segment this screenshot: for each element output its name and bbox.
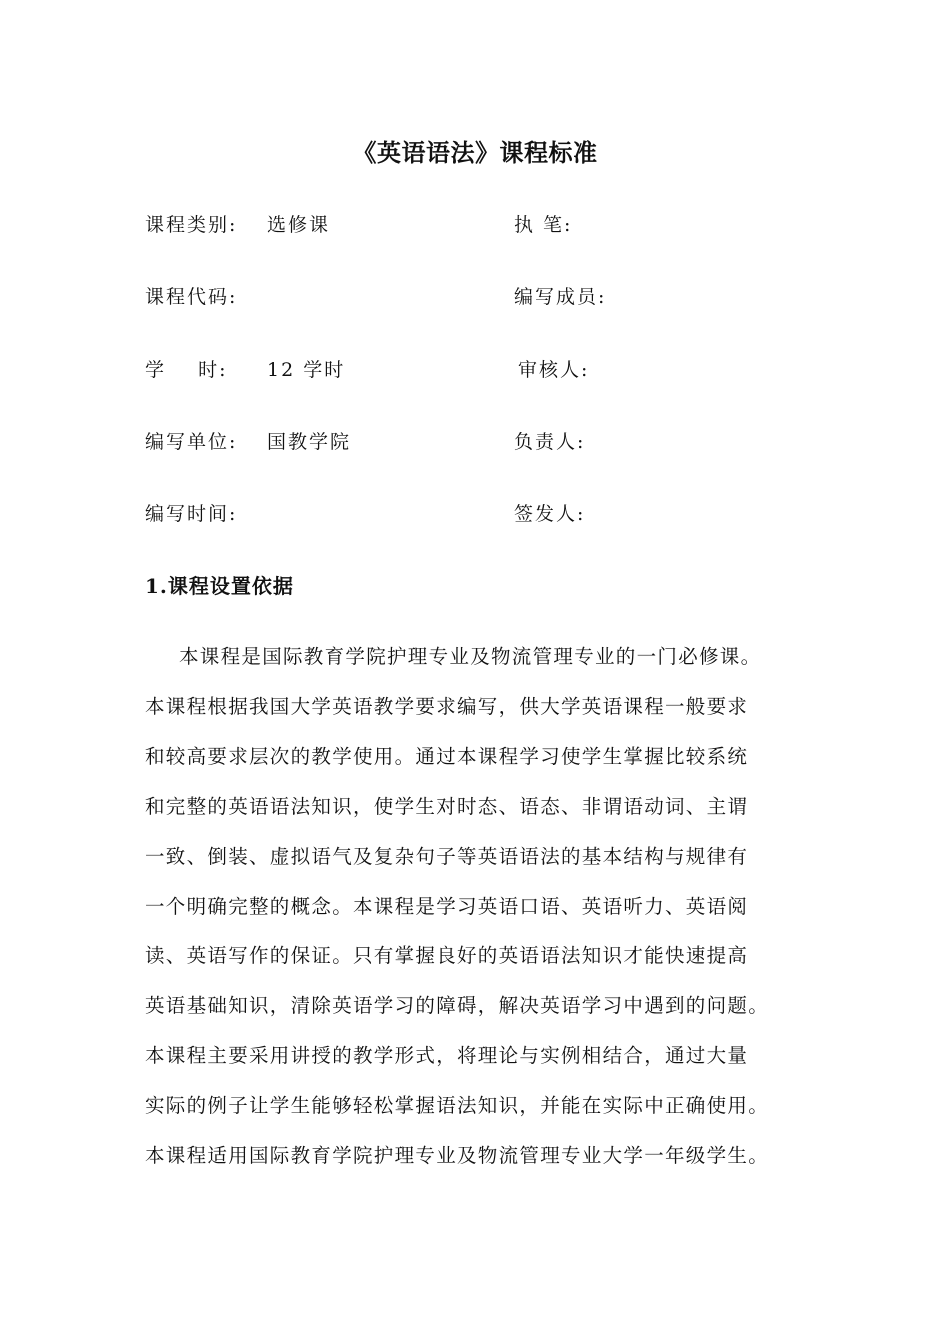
paragraph-line: 实际的例子让学生能够轻松掌握语法知识，并能在实际中正确使用。: [145, 1094, 770, 1118]
paragraph-line: 一致、倒装、虚拟语气及复杂句子等英语语法的基本结构与规律有: [145, 844, 749, 868]
document-title: 《英语语法》课程标准: [352, 138, 598, 167]
meta-row-hours: [0, 355, 950, 385]
issuer-label: 签发人:: [514, 503, 586, 525]
paragraph-line: 一个明确完整的概念。本课程是学习英语口语、英语听力、英语阅: [145, 894, 749, 918]
paragraph-line: 和较高要求层次的教学使用。通过本课程学习使学生掌握比较系统: [145, 744, 749, 768]
editors-label: 编写成员:: [514, 286, 607, 308]
paragraph-line: 和完整的英语语法知识，使学生对时态、语态、非谓语动词、主谓: [145, 794, 749, 818]
paragraph-line: 本课程主要采用讲授的教学形式，将理论与实例相结合，通过大量: [145, 1044, 749, 1068]
paragraph-line: 本课程是国际教育学院护理专业及物流管理专业的一门必修课。: [179, 645, 762, 668]
section-1-paragraph: [145, 632, 810, 1181]
unit-value: 国教学院: [267, 431, 352, 453]
meta-row-course-code: [0, 282, 950, 312]
course-type-value: 选修课: [267, 214, 331, 236]
paragraph-line: 读、英语写作的保证。只有掌握良好的英语语法知识才能快速提高: [145, 944, 749, 968]
unit-label: 编写单位:: [145, 431, 238, 453]
author-label: 执 笔:: [514, 214, 573, 236]
meta-row-course-type: [0, 210, 950, 240]
hours-value: 12 学时: [267, 359, 346, 381]
course-code-label: 课程代码:: [145, 286, 238, 308]
date-label: 编写时间:: [145, 503, 238, 525]
course-type-label: 课程类别:: [145, 214, 238, 236]
paragraph-line: 本课程适用国际教育学院护理专业及物流管理专业大学一年级学生。: [145, 1144, 770, 1168]
paragraph-line: 本课程根据我国大学英语教学要求编写，供大学英语课程一般要求: [145, 694, 749, 718]
paragraph-line: 英语基础知识，清除英语学习的障碍，解决英语学习中遇到的问题。: [145, 994, 770, 1018]
section-1-heading: 1.课程设置依据: [145, 574, 294, 598]
meta-row-unit: [0, 427, 950, 457]
hours-label: 学 时:: [145, 359, 228, 381]
reviewer-label: 审核人:: [518, 359, 590, 381]
meta-row-date: [0, 499, 950, 529]
responsible-label: 负责人:: [514, 431, 586, 453]
